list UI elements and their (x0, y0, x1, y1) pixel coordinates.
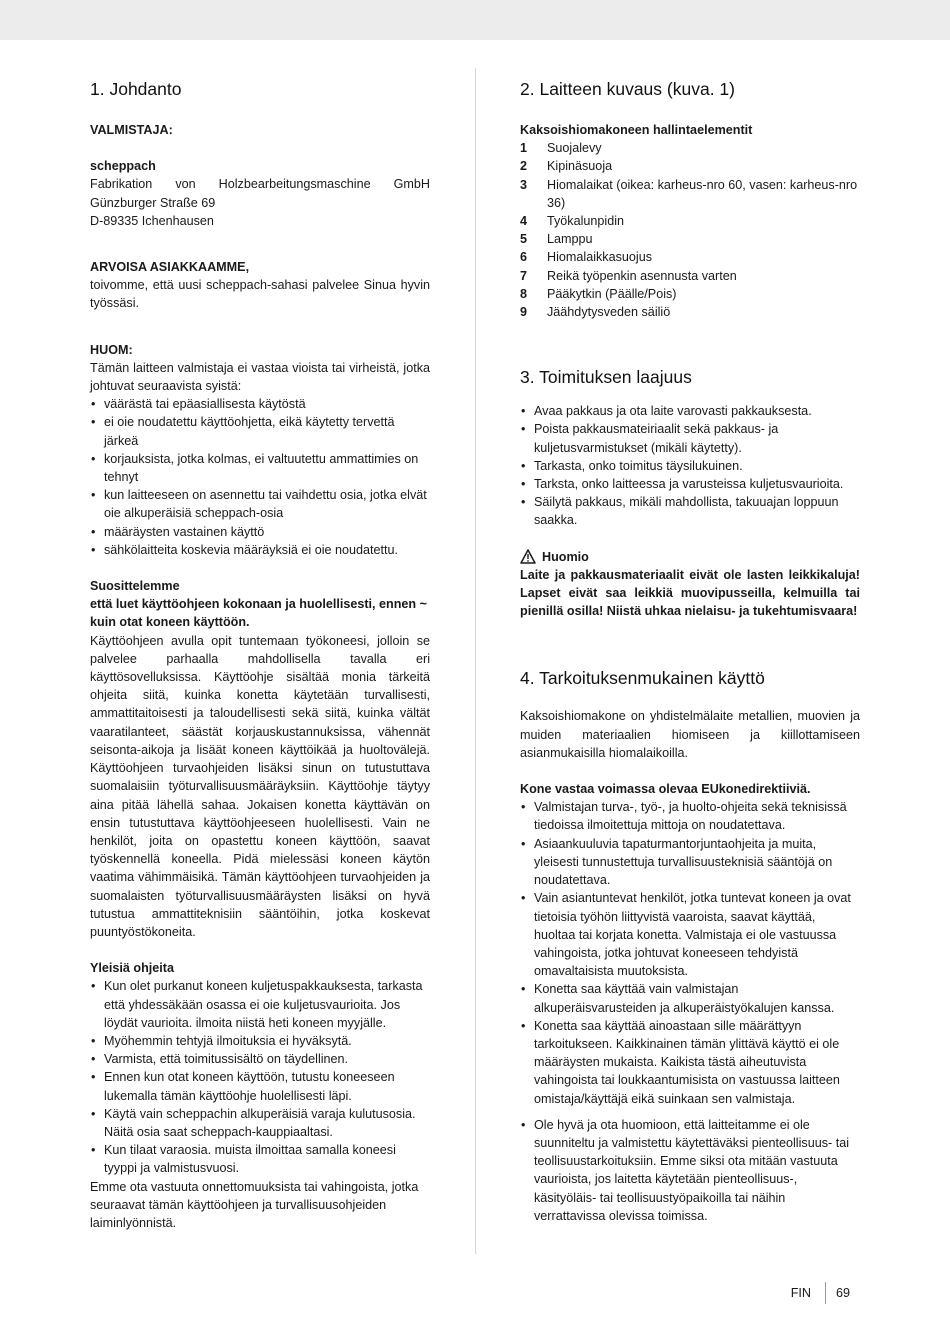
list-item (520, 139, 860, 157)
controls-heading: Kaksoishiomakoneen hallintaelementit (520, 123, 753, 137)
closing-text: Emme ota vastuuta onnettomuuksista tai vahingoista, jotka seuraavat tämän käyttöohjeen ja turvallisuusohjeiden laiminlyönnistä. (90, 1179, 419, 1230)
section-3-title: 3. Toimituksen laajuus (520, 367, 692, 388)
language-code: FIN (790, 1285, 811, 1300)
item-number: 1 (520, 141, 528, 156)
list-item: • Kun tilaat varaosia. muista ilmoittaa samalla koneesi tyyppi ja valmistusvuosi. (90, 1141, 430, 1177)
item-number: 3 (520, 177, 528, 192)
list-item: • Poista pakkausmateiriaalit sekä pakkaus- ja kuljetusvarmistukset (mikäli käytetty). (520, 420, 860, 456)
list-item: • korjauksista, jotka kolmas, ei valtuutettu ammattimies on tehnyt (90, 450, 430, 486)
company-line-3: D-89335 Ichenhausen (90, 213, 214, 228)
item-number: 6 (520, 250, 528, 265)
list-item: • ei oie noudatettu käyttöohjetta, eikä käytetty tervettä järkeä (90, 413, 430, 449)
company-line-2: Günzburger Straße 69 (90, 195, 216, 210)
item-label: Reikä työpenkin asennusta varten (547, 268, 737, 283)
company-line-1: Fabrikation von Holzbearbeitungsmaschine GmbH (90, 177, 430, 192)
list-item: • Ennen kun otat koneen käyttöön, tutustu koneeseen lukemalla tämän käyttöohje huolellisesti läpi. (90, 1068, 430, 1104)
warning-heading (520, 548, 860, 566)
item-label: Pääkytkin (Päälle/Pois) (547, 286, 677, 301)
list-item: • kun laitteeseen on asennettu tai vaihdettu osia, jotka elvät oie alkuperäisiä scheppach-osia (90, 486, 430, 522)
warning-title: Huomio (542, 549, 589, 564)
usage-text: Kaksoishiomakone on yhdistelmälaite metallien, muovien ja muiden materiaalien hiomiseen ja kiillottamiseen asianmukaisilla hiomalaikoilla. (520, 709, 860, 760)
column-divider (475, 68, 476, 1254)
warning-text: Laite ja pakkausmateriaalit eivät ole lasten leikkikaluja! Lapset eivät saa leikkiä muovipusseilla, kelmuilla tai pienillä osilla! Niistä uhkaa nielaisu- ja tukehtumisvaara! (520, 567, 860, 619)
item-label: Suojalevy (547, 141, 602, 156)
item-number: 5 (520, 232, 528, 247)
item-number: 2 (520, 159, 528, 174)
item-number: 9 (520, 305, 528, 320)
top-bar (0, 0, 950, 40)
item-label: Kipinäsuoja (547, 159, 613, 174)
list-item (520, 212, 860, 230)
item-label: Lamppu (547, 232, 593, 247)
list-item: • Säilytä pakkaus, mikäli mahdollista, takuuajan loppuun saakka. (520, 493, 860, 529)
list-item: • Tarkasta, onko toimitus täysilukuinen. (520, 457, 860, 475)
list-item: • sähkölaitteita koskevia määräyksiä ei oie noudatettu. (90, 541, 430, 559)
item-label: Työkalunpidin (547, 214, 625, 229)
company-name: scheppach (90, 159, 156, 174)
general-heading: Yleisiä ohjeita (90, 961, 174, 976)
page-number: 69 (835, 1285, 850, 1300)
item-label: Hiomalaikat (oikea: karheus-nro 60, vasen: karheus-nro 36) (547, 177, 858, 210)
recommend-heading-1: Suosittelemme (90, 579, 180, 594)
list-item: • väärästä tai epäasiallisesta käytöstä (90, 395, 430, 413)
list-item (520, 285, 860, 303)
usage-list (520, 798, 860, 1107)
controls-list (520, 139, 860, 321)
item-number: 8 (520, 286, 528, 301)
list-item: • Myöhemmin tehtyjä ilmoituksia ei hyväksytä. (90, 1032, 430, 1050)
list-item: • Vain asiantuntevat henkilöt, jotka tuntevat koneen ja ovat tietoisia työhön liittyvistä vaaroista, saavat käyttää, huoltaa tai korjata konetta. Valmistaja ei ole vastuussa vahingoista, jotka johtuvat koneeseen tehdyistä omavaltaisista muutoksista. (520, 889, 860, 980)
list-item: • Asiaankuuluvia tapaturmantorjuntaohjeita ja muita, yleisesti tunnustettuja turvallisuusteknisiä sääntöjä on noudatettava. (520, 835, 860, 890)
list-item (520, 267, 860, 285)
item-label: Hiomalaikkasuojus (547, 250, 652, 265)
note-intro: Tämän laitteen valmistaja ei vastaa vioista tai virheistä, jotka johtuvat seuraavista syistä: (90, 360, 430, 394)
right-column (520, 78, 860, 1225)
customer-text: toivomme, että uusi scheppach-sahasi palvelee Sinua hyvin työssäsi. (90, 278, 430, 311)
general-list (90, 977, 430, 1177)
recommend-heading-2: että luet käyttöohjeen kokonaan ja huolellisesti, ennen ~ kuin otat koneen käyttöön. (90, 597, 427, 630)
list-item: • Käytä vain scheppachin alkuperäisiä varaja kulutusosia. Näitä osia saat scheppach-kauppiaaltasi. (90, 1105, 430, 1141)
list-item: • Valmistajan turva-, työ-, ja huolto-ohjeita sekä teknisissä tiedoissa ilmoitettuja mittoja on noudatettava. (520, 798, 860, 834)
customer-heading: ARVOISA ASIAKKAAMME, (90, 260, 250, 275)
list-item: • määräysten vastainen käyttö (90, 523, 430, 541)
item-label: Jäähdytysveden säiliö (547, 305, 671, 320)
note-heading: HUOM: (90, 342, 133, 357)
section-4-title: 4. Tarkoituksenmukainen käyttö (520, 668, 765, 689)
list-item: • Konetta saa käyttää vain valmistajan alkuperäisvarusteiden ja alkuperäistyökalujen kanssa. (520, 980, 860, 1016)
left-column (90, 78, 430, 1232)
section-2-title: 2. Laitteen kuvaus (kuva. 1) (520, 79, 735, 99)
list-item (520, 157, 860, 175)
note-list (90, 395, 430, 559)
list-item: • Konetta saa käyttää ainoastaan sille määrättyyn tarkoitukseen. Kaikkinainen tämän ylittävä käyttö ei ole määräysten mukaista. Kaikista tästä aiheutuvista vahingoista tai loukkaantumisista on vastuussa laitteen omistaja/käyttäjä eikä suinkaan sen valmistaja. (520, 1017, 860, 1108)
warning-triangle-icon (520, 549, 536, 564)
list-item: • Varmista, että toimitussisältö on täydellinen. (90, 1050, 430, 1068)
list-item (520, 230, 860, 248)
list-item (520, 303, 860, 321)
list-item: • Tarksta, onko laitteessa ja varusteissa kuljetusvaurioita. (520, 475, 860, 493)
final-list (520, 1116, 860, 1225)
list-item: • Ole hyvä ja ota huomioon, että laitteitamme ei ole suunniteltu ja valmistettu käytettäväksi pienteollisuus- tai teollisuustarkoituksiin. Emme siksi ota mitään vastuuta vaurioista, jos laitetta käytetään pienteollisuus-, käsityöläis- tai teollisuustyöpaikoilla tai näihin verrattavissa olevissa toimissa. (520, 1116, 860, 1225)
list-item: • Kun olet purkanut koneen kuljetuspakkauksesta, tarkasta että yhdessäkään osassa ei oie kuljetusvaurioita. Jos löydät vaurioita. ilmoita niistä heti koneen myyjälle. (90, 977, 430, 1032)
list-item (520, 176, 860, 212)
item-number: 4 (520, 214, 528, 229)
list-item: • Avaa pakkaus ja ota laite varovasti pakkauksesta. (520, 402, 860, 420)
list-item (520, 248, 860, 266)
manufacturer-heading: VALMISTAJA: (90, 123, 173, 137)
item-number: 7 (520, 268, 528, 283)
page-footer (791, 1282, 850, 1304)
footer-separator (825, 1282, 826, 1304)
delivery-list (520, 402, 860, 529)
section-1-title: 1. Johdanto (90, 79, 182, 99)
directive-heading: Kone vastaa voimassa olevaa EUkonedirektiiviä. (520, 782, 811, 797)
recommend-text: Käyttöohjeen avulla opit tuntemaan työkoneesi, jolloin se palvelee parhaalla mahdollisella tavalla eri käyttösovelluksissa. Käyttöohje sisältää monia tärkeitä ohjeita siitä, kuinka konetta käytetään turvallisesti, ammattitaitoisesti ja taloudellisesti sekä siitä, kuinka vältät vaaratilanteet, säästät korjauskustannuksissa, vähennät seisonta-aikoja ja lisäät koneen käyttöikää ja huoltovälejä. Käyttöohjeen turvaohjeiden lisäksi sinun on tutustuttava suomalaisiin työturvallisuusmääräyksiin. Käyttöohje täytyy aina pitää lähellä sahaa. Jokaisen konetta käyttävän on ensin tutustuttava käyttöohjeeseen huolellisesti. Vain ne henkilöt, joita on opastettu koneen käyttöön, saavat työskennellä koneella. Pidä mielessäsi koneen käytön vaatima vähimmäisikä. Tämän käyttöohjeen turvaohjeiden ja suomalaisten työturvallisuusmääräysten lisäksi on hyvä tutustua ammattiteknisiin sääntöihin, jotka koskevat puuntyöstökoneita. (90, 633, 430, 939)
